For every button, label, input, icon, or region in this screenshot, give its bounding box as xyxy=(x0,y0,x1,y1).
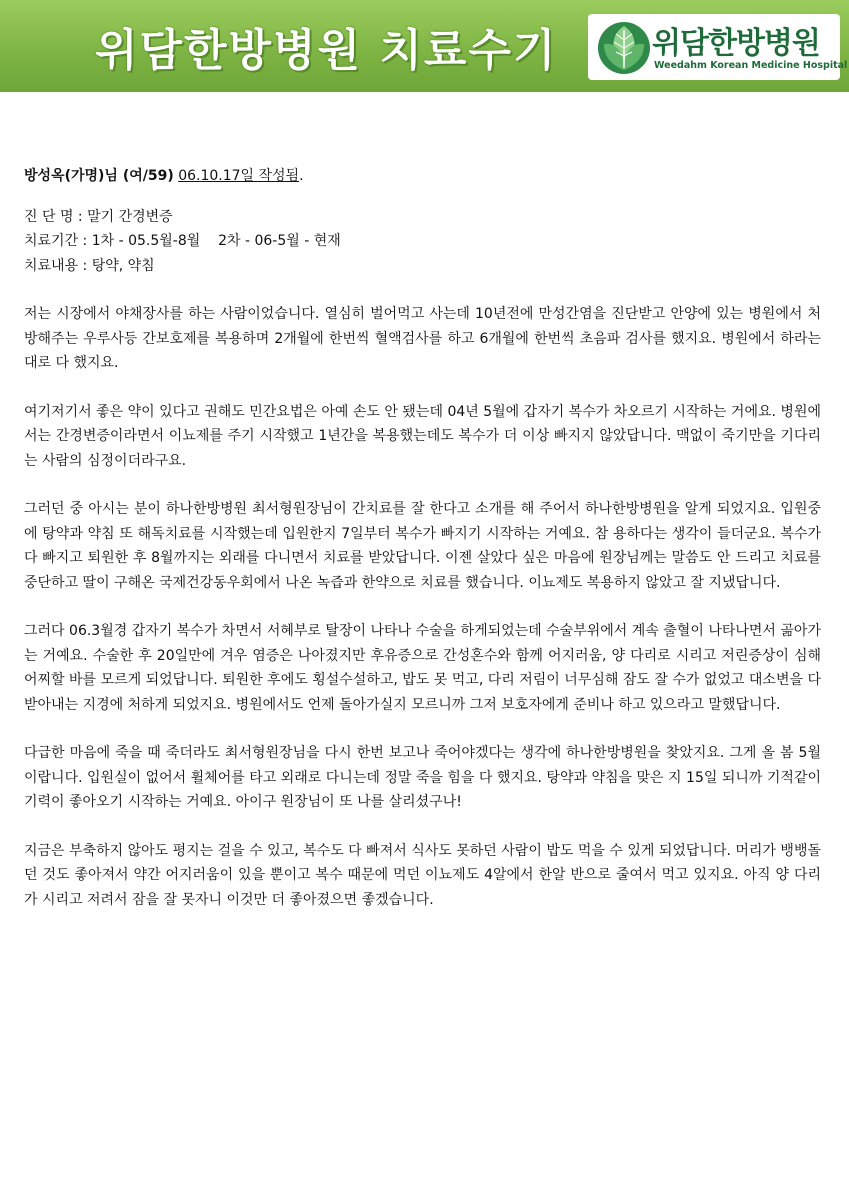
written-date: 06.10.17일 작성됨 xyxy=(178,168,300,184)
treatment-info xyxy=(24,205,821,279)
paragraph: 그러다 06.3월경 갑자기 복수가 차면서 서혜부로 탈장이 나타나 수술을 하게되었는데 수술부위에서 계속 출혈이 나타나면서 곪아가는 거예요. 수술한 후 20일만에 겨우 염증은 나아졌지만 후유증으로 간성혼수와 함께 어지러움, 양 다리로 시리고 저린증상이 심해 어찌할 바를 모르게 되었답니다. 퇴원한 후에도 횡설수설하고, 밥도 못 먹고, 다리 저림이 너무심해 잠도 잘 수가 없었고 대소변을 다 받아내는 지경에 처하게 되었지요. 병원에서도 언제 돌아가실지 모르니까 그저 보호자에게 준비나 하고 있으라고 말했답니다. xyxy=(24,623,821,713)
author-line xyxy=(24,164,821,189)
diagnosis: 진 단 명 : 말기 간경변증 xyxy=(24,208,173,225)
paragraph: 저는 시장에서 야채장사를 하는 사람이었습니다. 열심히 벌어먹고 사는데 10년전에 만성간염을 진단받고 안양에 있는 병원에서 처방해주는 우루사등 간보호제를 복용하며 2개월에 한번씩 혈액검사를 하고 6개월에 한번씩 초음파 검사를 했지요. 병원에서 하라는 대로 다 했지요. xyxy=(24,306,821,371)
treatment-period: 치료기간 : 1차 - 05.5월-8월 2차 - 06-5월 - 현재 xyxy=(24,233,341,249)
paragraph: 여기저기서 좋은 약이 있다고 권해도 민간요법은 아예 손도 안 됐는데 04년 5월에 갑자기 복수가 차오르기 시작하는 거에요. 병원에서는 간경변증이라면서 이뇨제를 주기 시작했고 1년간을 복용했는데도 복수가 더 이상 빠지지 않았답니다. 맥없이 죽기만을 기다리는 사람의 심정이더라구요. xyxy=(24,403,821,469)
hospital-logo xyxy=(588,14,848,80)
paragraph: 그러던 중 아시는 분이 하나한방병원 최서형원장님이 간치료를 잘 한다고 소개를 해 주어서 하나한방병원을 알게 되었지요. 입원중에 탕약과 약침 또 해독치료를 시작했는데 입원한지 7일부터 복수가 빠지기 시작하는 거예요. 참 용하다는 생각이 들더군요. 복수가 다 빠지고 퇴원한 후 8월까지는 외래를 다니면서 치료를 받았답니다. 이젠 살았다 싶은 마음에 원장님께는 말씀도 안 드리고 치료를 중단하고 딸이 구해온 국제건강동우회에서 나온 녹즙과 한약으로 치료를 했습니다. 이뇨제도 복용하지 않았고 잘 지냈답니다. xyxy=(24,501,821,591)
testimonial-body xyxy=(24,164,821,936)
treatment-content: 치료내용 : 탕약, 약침 xyxy=(24,257,155,274)
logo-name: 위담한방병원 xyxy=(652,26,820,61)
paragraph: 다급한 마음에 죽을 때 죽더라도 최서형원장님을 다시 한번 보고나 죽어야겠다는 생각에 하나한방병원을 찾았지요. 그게 올 봄 5월이랍니다. 입원실이 없어서 휠체어를 타고 외래로 다니는데 정말 죽을 힘을 다 했지요. 탕약과 약침을 맞은 지 15일 되니까 기적같이 기력이 좋아오기 시작하는 거예요. 아이구 원장님이 또 나를 살리셨구나! xyxy=(24,745,821,810)
header-banner xyxy=(0,0,849,92)
author-name: 방성옥(가명)님 (여/59) xyxy=(24,168,174,184)
lotus-leaf-logo-icon xyxy=(596,20,652,76)
paragraph: 지금은 부축하지 않아도 평지는 걸을 수 있고, 복수도 다 빠져서 식사도 못하던 사람이 밥도 먹을 수 있게 되었답니다. 머리가 뱅뱅돌던 것도 좋아져서 약간 어지러움이 있을 뿐이고 복수 때문에 먹던 이뇨제도 4알에서 한알 반으로 줄여서 먹고 있지요. 아직 양 다리가 시리고 저려서 잠을 잘 못자니 이것만 더 좋아졌으면 좋겠습니다. xyxy=(24,842,821,908)
page-title: 위담한방병원 치료수기 xyxy=(95,25,558,76)
logo-subtitle: Weedahm Korean Medicine Hospital xyxy=(654,60,848,71)
author-suffix: . xyxy=(299,168,304,184)
